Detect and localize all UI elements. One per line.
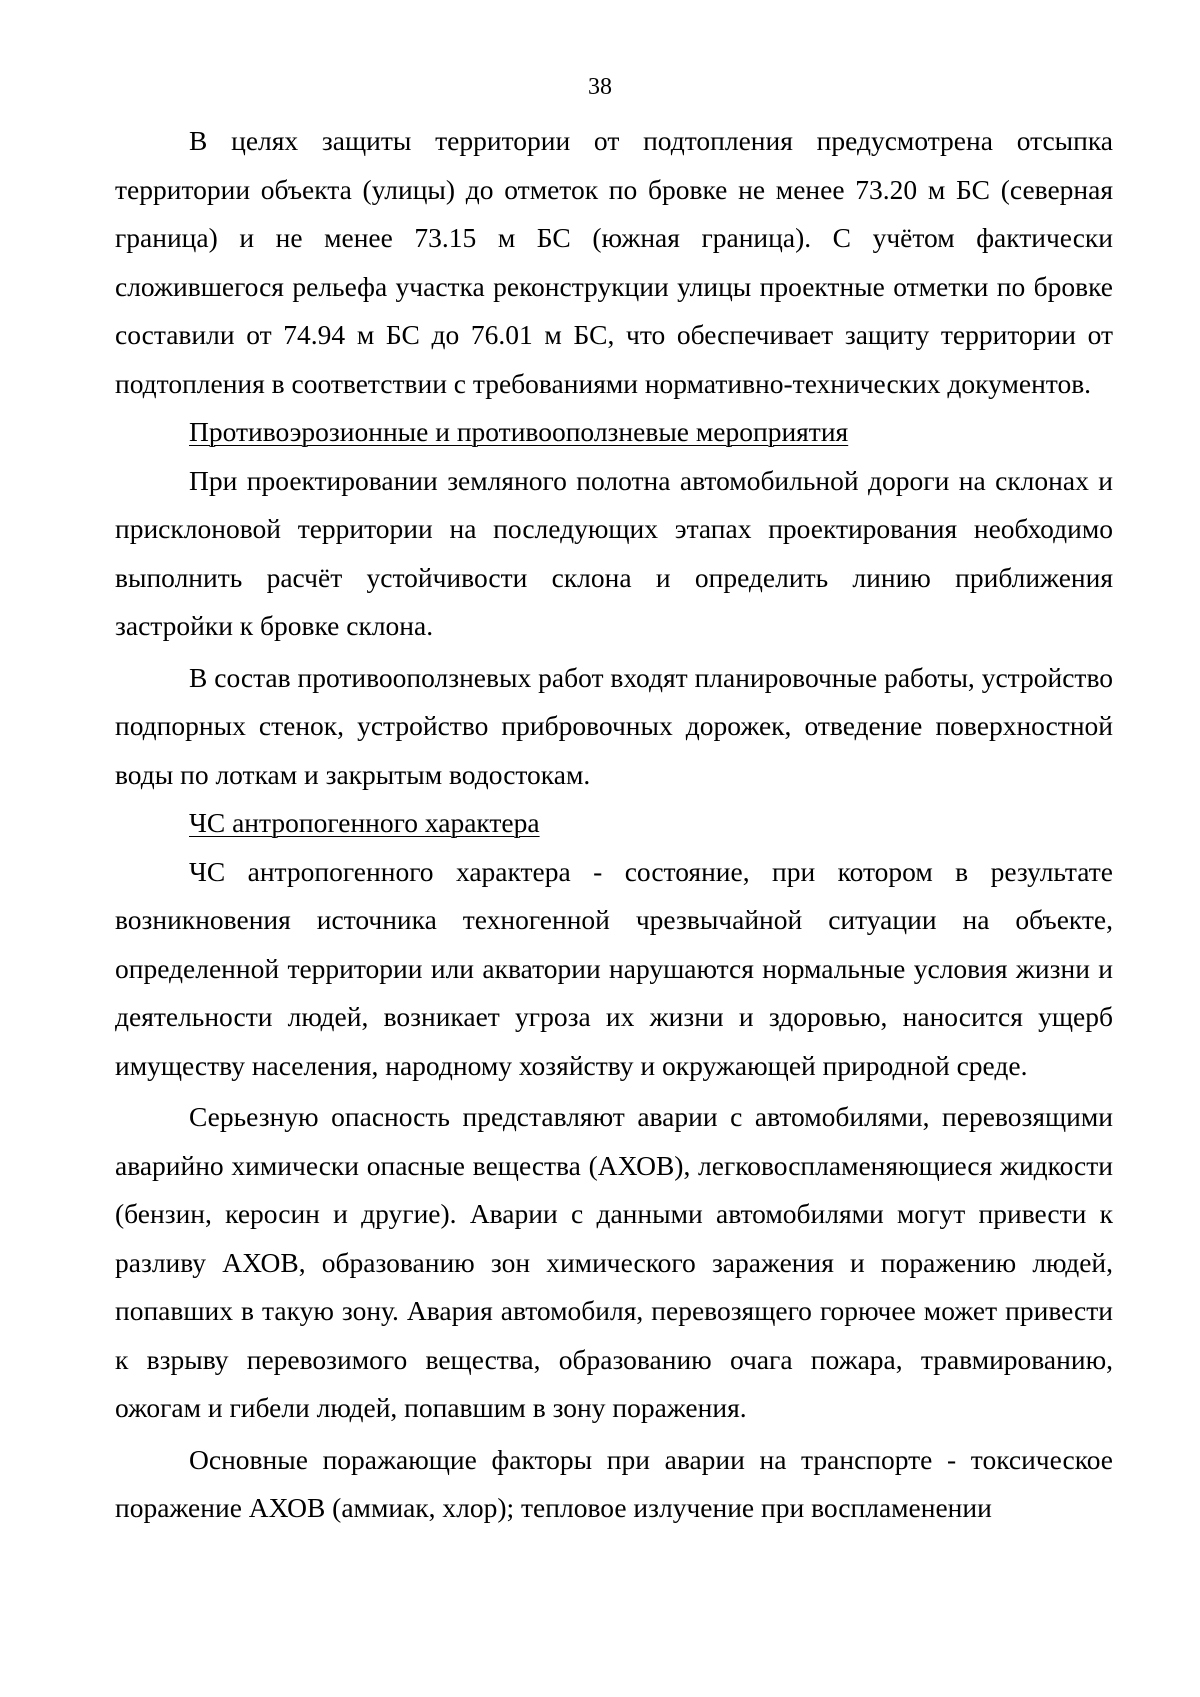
heading-anthropogenic-emergency: ЧС антропогенного характера bbox=[189, 807, 540, 838]
paragraph-landslide-works: В состав противооползневых работ входят планировочные работы, устройство подпорных стенок, устройство прибровочных дорожек, отведение поверхностной воды по лоткам и закрытым водостокам. bbox=[115, 661, 1113, 790]
paragraph-anthropogenic-definition: ЧС антропогенного характера - состояние, при котором в результате возникновения источника техногенной чрезвычайной ситуации на объекте, определенной территории или акватории нарушаются нормальные условия жизни и деятельности людей, возникает угроза их жизни и здоровью, наносится ущерб имуществу населения, народному хозяйству и окружающей природной среде. bbox=[115, 855, 1113, 1081]
page-number: 38 bbox=[588, 74, 612, 100]
paragraph-flood-protection: В целях защиты территории от подтопления предусмотрена отсыпка территории объекта (улицы) до отметок по бровке не менее 73.20 м БС (северная граница) и не менее 73.15 м БС (южная граница). С учётом фактически сложившегося рельефа участка реконструкции улицы проектные отметки по бровке составили от 74.94 м БС до 76.01 м БС, что обеспечивает защиту территории от подтопления в соответствии с требованиями нормативно-технических документов. bbox=[115, 125, 1113, 399]
document-body bbox=[115, 117, 1113, 1533]
paragraph-slope-stability: При проектировании земляного полотна автомобильной дороги на склонах и присклоновой территории на последующих этапах проектирования необходимо выполнить расчёт устойчивости склона и определить линию приближения застройки к бровке склона. bbox=[115, 464, 1113, 641]
paragraph-damaging-factors: Основные поражающие факторы при аварии на транспорте - токсическое поражение АХОВ (аммиак, хлор); тепловое излучение при воспламенении bbox=[115, 1443, 1113, 1523]
heading-erosion-landslide-measures: Противоэрозионные и противооползневые мероприятия bbox=[189, 416, 849, 447]
paragraph-hazardous-vehicle-accidents: Серьезную опасность представляют аварии с автомобилями, перевозящими аварийно химически опасные вещества (АХОВ), легковоспламеняющиеся жидкости (бензин, керосин и другие). Аварии с данными автомобилями могут привести к разливу АХОВ, образованию зон химического заражения и поражению людей, попавших в такую зону. Авария автомобиля, перевозящего горючее может привести к взрыву перевозимого вещества, образованию очага пожара, травмированию, ожогам и гибели людей, попавшим в зону поражения. bbox=[115, 1101, 1113, 1423]
